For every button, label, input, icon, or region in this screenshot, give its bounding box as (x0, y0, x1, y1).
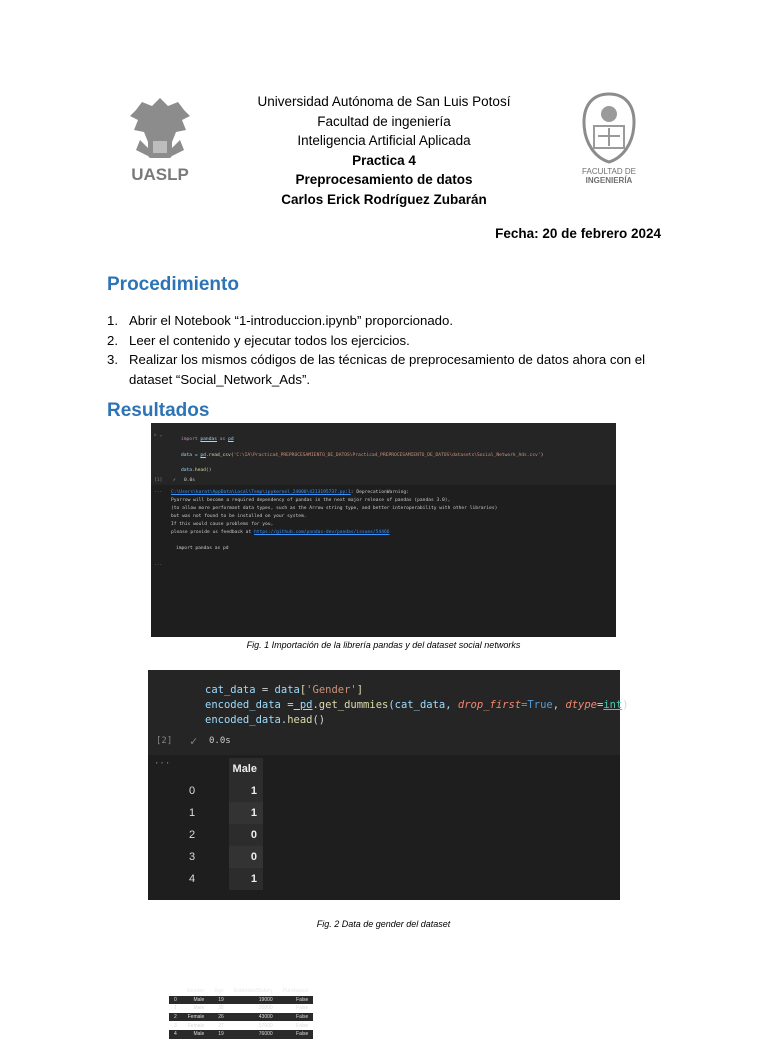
course-name: Inteligencia Artificial Aplicada (297, 133, 471, 148)
notebook-screenshot-2 (148, 670, 629, 900)
facultad-ingenieria-logo (578, 92, 640, 188)
warning-line: Pyarrow will become a required dependency of pandas in the next major release of pandas (pandas 3.0), (171, 498, 451, 503)
check-icon: ✓ (190, 734, 198, 748)
document-header (220, 92, 548, 209)
table-row: 2 Female 26 43000 False (169, 1013, 313, 1022)
warning-line: If this would cause problems for you, (171, 522, 274, 527)
svg-text:UASLP: UASLP (131, 165, 189, 184)
column-header: Male (229, 758, 263, 780)
code-line: encoded_data.head() (205, 714, 326, 726)
code-line: data.head() (181, 468, 212, 473)
table-row: 1 1 (183, 802, 263, 824)
uaslp-logo (122, 92, 198, 188)
dataframe-table (183, 758, 263, 890)
execution-time: 0.0s (209, 736, 231, 746)
code-line: import pandas as pd (181, 437, 234, 442)
table-row: 3 Female 27 57000 False (174, 1022, 309, 1029)
code-cell (151, 423, 616, 485)
warning-feedback-line: please provide us feedback at https://github.com/pandas-dev/pandas/issues/54466 (171, 530, 390, 535)
author-name: Carlos Erick Rodríguez Zubarán (281, 191, 487, 207)
section-heading-procedimiento: Procedimiento (107, 274, 239, 295)
table-row: 4 Male 19 76000 False (169, 1030, 313, 1039)
practice-number: Practica 4 (352, 152, 416, 168)
university-name: Universidad Autónoma de San Luis Potosí (257, 94, 511, 109)
table-header-row (183, 758, 263, 780)
table-row: 1 Male 35 20000 False (174, 1005, 309, 1012)
list-item: 1. Abrir el Notebook “1-introduccion.ipynb” proporcionado. (107, 313, 454, 328)
code-line: encoded_data = pd.get_dummies(cat_data, drop_first=True, dtype=int) (205, 699, 629, 711)
code-line: data = pd.read_csv('C:\IA\Practica4_PREPROCESAMIENTO_DE_DATOS\Practica4_PREPROCESAMIENTO_DE_DATOS\datasets\Social_Network_Ads.csv') (181, 453, 544, 458)
warning-line: but was not found to be installed on your system. (171, 514, 307, 519)
output-marker: ··· (154, 490, 163, 495)
svg-text:FACULTAD DE: FACULTAD DE (582, 167, 636, 176)
list-item: 2. Leer el contenido y ejecutar todos los ejercicios. (107, 332, 410, 348)
output-marker: ··· (154, 563, 163, 568)
execution-count: [1] (154, 478, 163, 483)
table-row: 0 Male 19 19000 False (169, 996, 313, 1005)
code-cell (148, 670, 629, 755)
figure-caption-1: Fig. 1 Importación de la librería pandas y del dataset social networks (246, 640, 521, 650)
table-header-row: Gender Age EstimatedSalary Purchased (186, 988, 309, 995)
warning-path-line: C:\Users\karat\AppData\Local\Temp\ipykernel_24000\4213195737.py:1: DeprecationWarning: (171, 490, 409, 495)
section-heading-resultados: Resultados (107, 400, 210, 421)
dataframe-table (169, 987, 313, 1039)
execution-time: 0.0s (184, 478, 196, 483)
code-line: cat_data = data['Gender'] (205, 684, 364, 696)
output-marker: ··· (154, 759, 171, 769)
faculty-name: Facultad de ingeniería (317, 113, 451, 129)
table-row: 0 1 (183, 780, 263, 802)
warning-line: (to allow more performant data types, such as the Arrow string type, and better interoperability with other libraries) (171, 506, 498, 511)
list-item: 3. Realizar los mismos códigos de las técnicas de preprocesamiento de datos ahora con el dataset “Social_Network_Ads”. (107, 352, 646, 387)
practice-title: Preprocesamiento de datos (295, 172, 473, 187)
svg-text:INGENIERÍA: INGENIERÍA (585, 176, 633, 185)
date-line: Fecha: 20 de febrero 2024 (495, 226, 661, 241)
warning-import-line: import pandas as pd (176, 546, 229, 551)
figure-caption-2: Fig. 2 Data de gender del dataset (316, 919, 451, 929)
table-row: 4 1 (183, 868, 263, 890)
execution-count: [2] (156, 736, 173, 746)
table-row: 3 0 (183, 846, 263, 868)
check-icon: ✓ (173, 478, 176, 483)
table-row: 2 0 (183, 824, 263, 846)
procedure-list (107, 311, 667, 389)
run-icon: ▷ ⌄ (154, 433, 163, 438)
